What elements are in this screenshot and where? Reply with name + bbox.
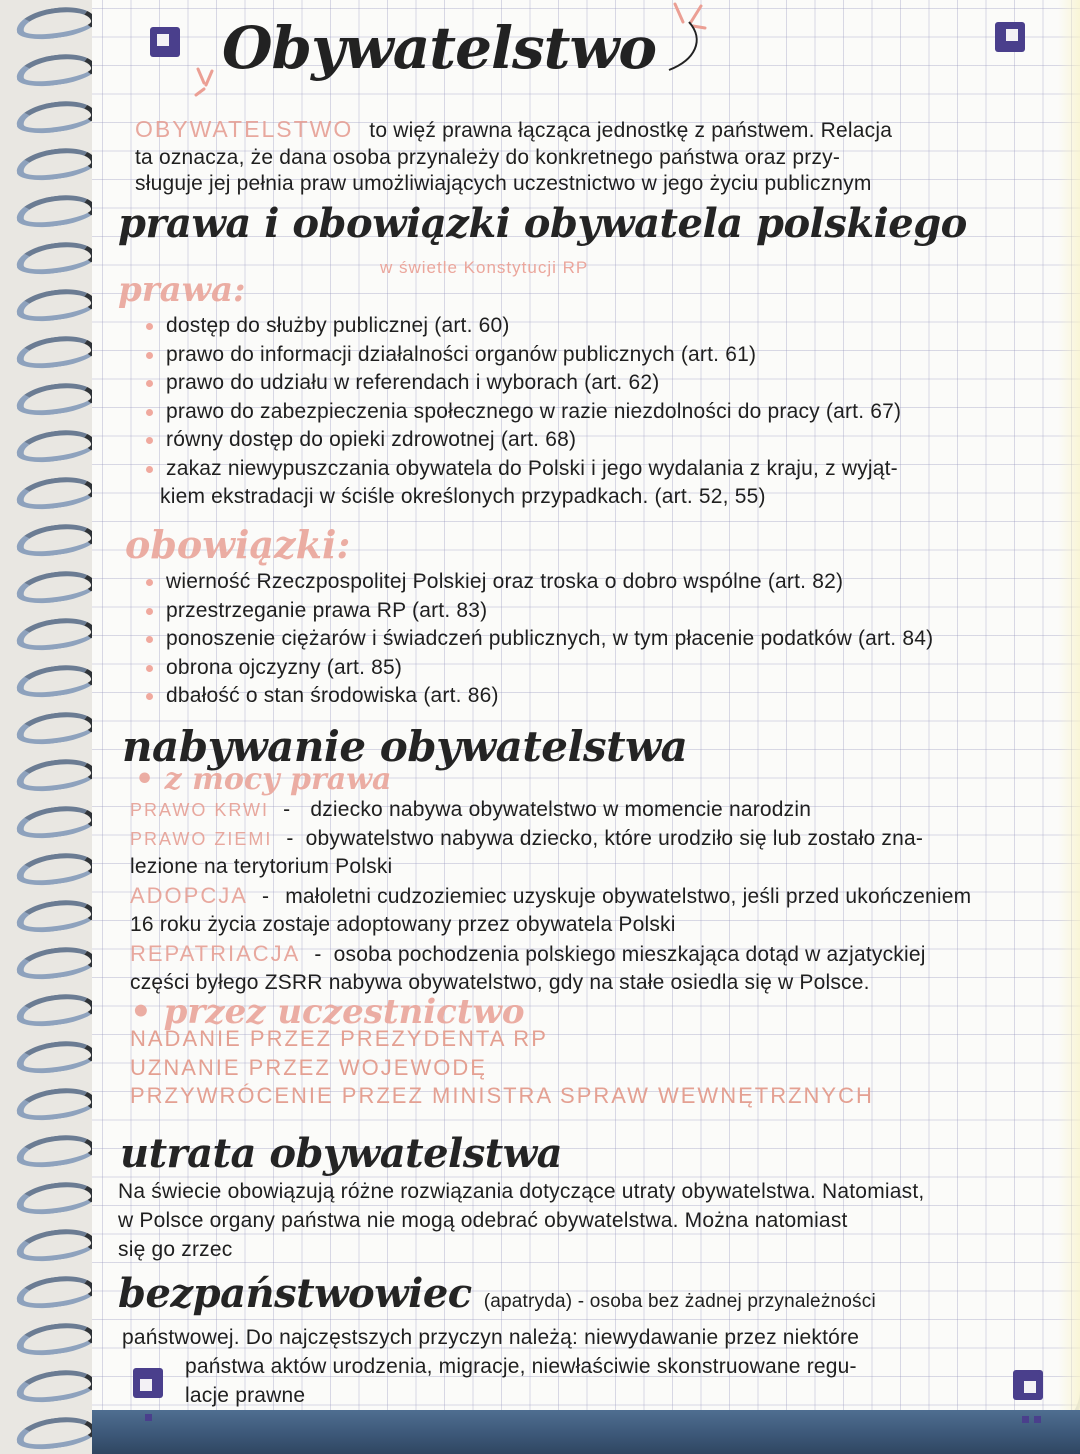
spiral-ring-icon: [14, 379, 97, 420]
pink-flourish-icon: [190, 65, 220, 105]
spiral-ring-icon: [14, 1413, 97, 1454]
intro-line: ta oznacza, że dana osoba przynależy do konkretnego państwa oraz przy-: [135, 146, 841, 169]
page-title: Obywatelstwo: [222, 14, 657, 82]
stateless-text-line: lacje prawne: [185, 1384, 306, 1407]
acquisition-term: REPATRIACJA: [130, 941, 301, 966]
acquisition-item: [130, 796, 811, 825]
spiral-ring-icon: [14, 1131, 97, 1172]
corner-marker-bottom-right-icon: [1013, 1370, 1043, 1400]
separator: -: [314, 943, 322, 966]
spiral-ring-icon: [14, 1084, 97, 1125]
spiral-ring-icon: [14, 285, 97, 326]
acquisition-term: PRAWO ZIEMI: [130, 829, 273, 849]
corner-marker-top-right-icon: [995, 22, 1025, 52]
corner-marker-top-left-icon: [150, 27, 180, 57]
spiral-ring-icon: [14, 1178, 97, 1219]
duties-item: wierność Rzeczpospolitej Polskiej oraz troska o dobro wspólne (art. 82): [140, 568, 933, 597]
separator: -: [283, 798, 291, 821]
acquisition-term: PRAWO KRWI: [130, 800, 270, 820]
separator: -: [261, 885, 270, 908]
intro-definition: [135, 115, 892, 146]
rights-label: prawa:: [118, 270, 246, 310]
section-heading-acquisition: nabywanie obywatelstwa: [122, 722, 688, 771]
page-edge: [1058, 0, 1080, 1430]
by-decision-item: PRZYWRÓCENIE PRZEZ MINISTRA SPRAW WEWNĘTRZNYCH: [130, 1083, 874, 1108]
duties-list: [140, 568, 933, 711]
by-decision-item: UZNANIE PRZEZ WOJEWODĘ: [130, 1054, 487, 1080]
spiral-ring-icon: [14, 802, 97, 843]
spiral-ring-icon: [14, 1037, 97, 1078]
rights-item: równy dostęp do opieki zdrowotnej (art. 68): [140, 426, 901, 455]
separator: -: [286, 827, 294, 850]
acquisition-text: części byłego ZSRR nabywa obywatelstwo, gdy na stałe osiedla się w Polsce.: [130, 971, 870, 994]
loss-text-line: Na świecie obowiązują różne rozwiązania dotyczące utraty obywatelstwa. Natomiast,: [118, 1180, 925, 1203]
intro-line: sługuje jej pełnia praw umożliwiających uczestnictwo w jego życiu publicznym: [135, 172, 872, 195]
rights-item: prawo do informacji działalności organów publicznych (art. 61): [140, 341, 901, 370]
rights-item: dostęp do służby publicznej (art. 60): [140, 312, 901, 341]
notebook-spiral-binding: [0, 0, 100, 1454]
desk-surface: [92, 1410, 1080, 1454]
by-decision-label: • przez uczestnictwo: [130, 992, 525, 1032]
spiral-ring-icon: [14, 426, 97, 467]
intro-line: to więź prawna łącząca jednostkę z państwem. Relacja: [369, 119, 893, 142]
spiral-ring-icon: [14, 1366, 97, 1407]
spiral-ring-icon: [14, 1272, 97, 1313]
spiral-ring-icon: [14, 3, 97, 44]
spiral-ring-icon: [14, 473, 97, 514]
duties-item: ponoszenie ciężarów i świadczeń publicznych, w tym płacenie podatków (art. 84): [140, 625, 933, 654]
duties-label: obowiązki:: [125, 522, 351, 567]
acquisition-text: obywatelstwo nabywa dziecko, które urodziło się lub zostało zna-: [305, 827, 924, 850]
spiral-ring-icon: [14, 332, 97, 373]
marker-dot-bottom-left-icon: [145, 1406, 157, 1425]
acquisition-text: 16 roku życia zostaje adoptowany przez obywatela Polski: [130, 913, 676, 936]
rights-item: prawo do zabezpieczenia społecznego w razie niezdolności do pracy (art. 67): [140, 398, 901, 427]
intro-term: OBYWATELSTWO: [135, 116, 354, 142]
acquisition-text: osoba pochodzenia polskiego mieszkająca dotąd w azjatyckiej: [333, 943, 926, 966]
stateless-text-line: państwa aktów urodzenia, migracje, niewłaściwie skonstruowane regu-: [185, 1355, 857, 1378]
acquisition-text: dziecko nabywa obywatelstwo w momencie narodzin: [310, 798, 812, 821]
spiral-ring-icon: [14, 97, 97, 138]
section-subtitle: w świetle Konstytucji RP: [380, 258, 589, 277]
rights-item: prawo do udziału w referendach i wyborach (art. 62): [140, 369, 901, 398]
spiral-ring-icon: [14, 1319, 97, 1360]
spiral-ring-icon: [14, 50, 97, 91]
acquisition-item: [130, 882, 971, 912]
spiral-ring-icon: [14, 708, 97, 749]
spiral-ring-icon: [14, 520, 97, 561]
marker-dots-bottom-right-icon: [1022, 1408, 1046, 1427]
spiral-ring-icon: [14, 661, 97, 702]
spiral-ring-icon: [14, 896, 97, 937]
spiral-ring-icon: [14, 849, 97, 890]
by-law-label: • z mocy prawa: [135, 762, 392, 797]
section-heading-rights-duties: prawa i obowiązki obywatela polskiego: [118, 200, 967, 247]
by-decision-list: [130, 1025, 874, 1111]
duties-item: dbałość o stan środowiska (art. 86): [140, 682, 933, 711]
acquisition-term: ADOPCJA: [130, 883, 248, 908]
pink-flourish-icon: [665, 0, 725, 80]
spiral-ring-icon: [14, 990, 97, 1031]
duties-item: obrona ojczyzny (art. 85): [140, 654, 933, 683]
acquisition-item: [130, 940, 926, 970]
spiral-ring-icon: [14, 567, 97, 608]
rights-list: [140, 312, 901, 483]
loss-text-line: się go zrzec: [118, 1238, 233, 1261]
spiral-ring-icon: [14, 943, 97, 984]
stateless-definition: [118, 1270, 876, 1317]
stateless-first-line: (apatryda) - osoba bez żadnej przynależności: [483, 1291, 876, 1312]
section-heading-stateless: bezpaństwowiec: [118, 1270, 472, 1317]
rights-item: zakaz niewypuszczania obywatela do Polski i jego wydalania z kraju, z wyjąt-: [140, 455, 901, 484]
spiral-ring-icon: [14, 144, 97, 185]
spiral-ring-icon: [14, 238, 97, 279]
by-decision-item: NADANIE PRZEZ PREZYDENTA RP: [130, 1026, 548, 1051]
acquisition-text: lezione na terytorium Polski: [130, 855, 393, 878]
stateless-text-line: państwowej. Do najczęstszych przyczyn należą: niewydawanie przez niektóre: [122, 1326, 860, 1349]
section-heading-loss: utrata obywatelstwa: [120, 1130, 563, 1177]
rights-item-continuation: kiem ekstradacji w ściśle określonych przypadkach. (art. 52, 55): [160, 485, 766, 508]
acquisition-text: małoletni cudzoziemiec uzyskuje obywatelstwo, jeśli przed ukończeniem: [285, 885, 972, 908]
duties-item: przestrzeganie prawa RP (art. 83): [140, 597, 933, 626]
loss-text-line: w Polsce organy państwa nie mogą odebrać obywatelstwa. Można natomiast: [118, 1209, 848, 1232]
spiral-ring-icon: [14, 191, 97, 232]
spiral-ring-icon: [14, 1225, 97, 1266]
spiral-ring-icon: [14, 614, 97, 655]
spiral-ring-icon: [14, 755, 97, 796]
acquisition-item: [130, 825, 923, 854]
corner-marker-bottom-left-icon: [133, 1368, 163, 1398]
